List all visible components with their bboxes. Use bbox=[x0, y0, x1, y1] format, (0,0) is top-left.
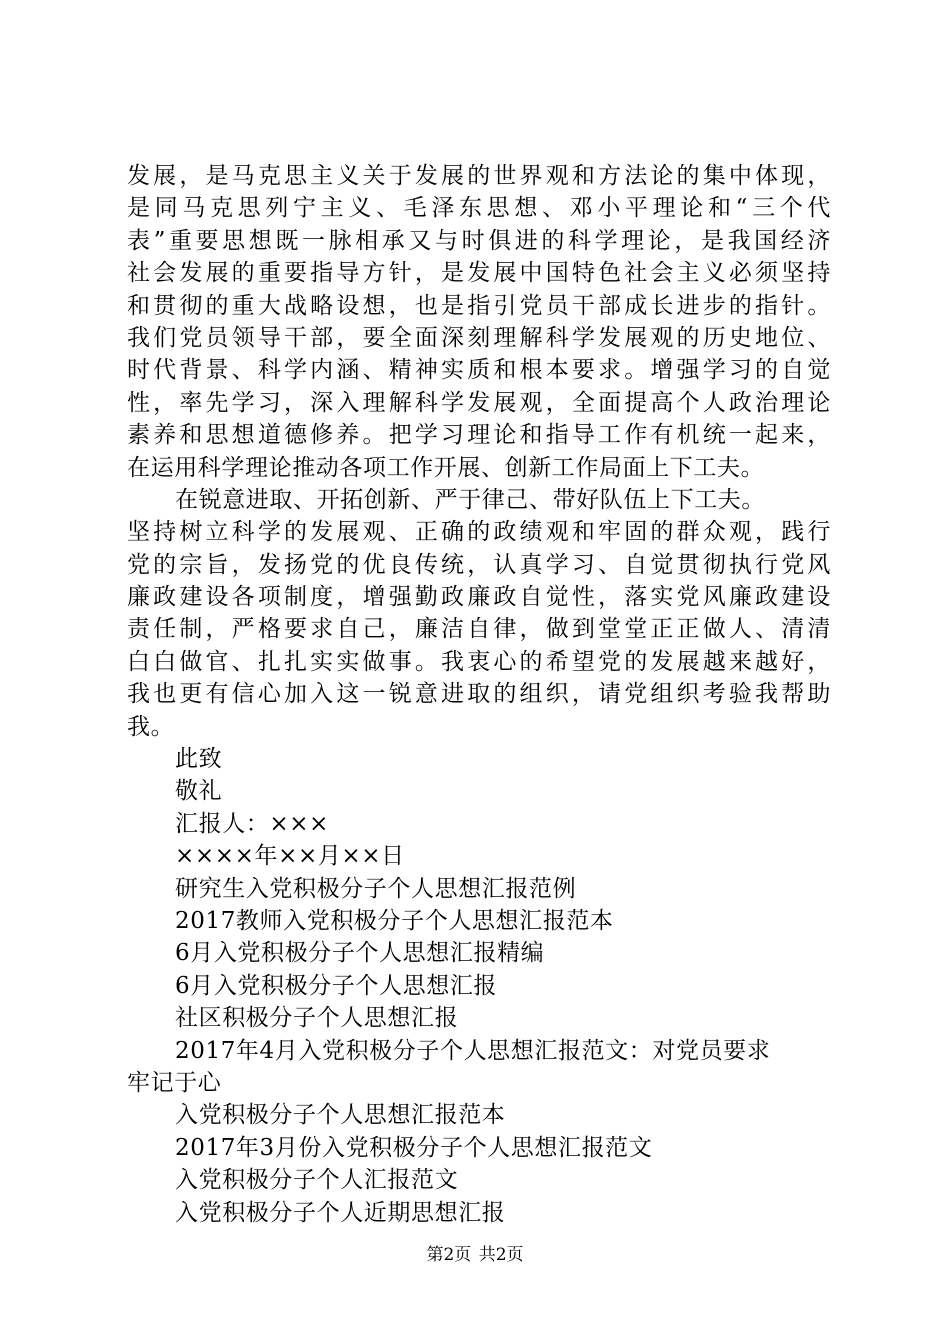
related-article-title-continued: 牢记于心 bbox=[127, 1069, 222, 1096]
paragraph-line: 社会发展的重要指导方针，是发展中国特色社会主义必须坚持 bbox=[127, 260, 831, 287]
related-article-title: 社区积极分子个人思想汇报 bbox=[175, 1005, 459, 1032]
paragraph-line: 我。 bbox=[127, 713, 175, 740]
page-total: 共2页 bbox=[478, 1245, 524, 1265]
paragraph-line: 性，率先学习，深入理解科学发展观，全面提高个人政治理论 bbox=[127, 389, 831, 416]
paragraph-line: 廉政建设各项制度，增强勤政廉政自觉性，落实党风廉政建设 bbox=[127, 584, 831, 611]
paragraph-line: 在锐意进取、开拓创新、严于律己、带好队伍上下工夫。 bbox=[175, 486, 765, 513]
related-article-title: 2017年4月入党积极分子个人思想汇报范文：对党员要求 bbox=[175, 1037, 771, 1064]
paragraph-line: 表”重要思想既一脉相承又与时俱进的科学理论，是我国经济 bbox=[127, 227, 831, 254]
paragraph-line: 白白做官、扎扎实实做事。我衷心的希望党的发展越来越好， bbox=[127, 648, 831, 675]
paragraph-line: 在运用科学理论推动各项工作开展、创新工作局面上下工夫。 bbox=[127, 454, 765, 481]
related-article-title: 入党积极分子个人思想汇报范本 bbox=[175, 1102, 506, 1129]
reporter-signature: 汇报人：××× bbox=[175, 810, 330, 837]
paragraph-line: 责任制，严格要求自己，廉洁自律，做到堂堂正正做人、清清 bbox=[127, 616, 831, 643]
closing-regards: 敬礼 bbox=[175, 778, 223, 805]
page-footer bbox=[0, 1244, 950, 1266]
paragraph-line: 素养和思想道德修养。把学习理论和指导工作有机统一起来， bbox=[127, 422, 831, 449]
paragraph-line: 时代背景、科学内涵、精神实质和根本要求。增强学习的自觉 bbox=[127, 357, 831, 384]
report-date: ××××年××月××日 bbox=[175, 843, 405, 870]
paragraph-line: 党的宗旨，发扬党的优良传统，认真学习、自觉贯彻执行党风 bbox=[127, 551, 831, 578]
paragraph-line: 我也更有信心加入这一锐意进取的组织，请党组织考验我帮助 bbox=[127, 681, 831, 708]
related-article-title: 研究生入党积极分子个人思想汇报范例 bbox=[175, 875, 577, 902]
related-article-title: 入党积极分子个人汇报范文 bbox=[175, 1167, 459, 1194]
page-number: 第2页 bbox=[426, 1245, 472, 1265]
related-article-title: 6月入党积极分子个人思想汇报精编 bbox=[175, 940, 545, 967]
related-article-title: 2017教师入党积极分子个人思想汇报范本 bbox=[175, 907, 614, 934]
related-article-title: 6月入党积极分子个人思想汇报 bbox=[175, 972, 498, 999]
closing-salutation: 此致 bbox=[175, 746, 223, 773]
paragraph-line: 是同马克思列宁主义、毛泽东思想、邓小平理论和“三个代 bbox=[127, 195, 831, 222]
related-article-title: 入党积极分子个人近期思想汇报 bbox=[175, 1199, 506, 1226]
paragraph-line: 和贯彻的重大战略设想，也是指引党员干部成长进步的指针。 bbox=[127, 292, 831, 319]
paragraph-line: 发展，是马克思主义关于发展的世界观和方法论的集中体现， bbox=[127, 163, 831, 189]
document-body bbox=[127, 160, 831, 1229]
paragraph-line: 坚持树立科学的发展观、正确的政绩观和牢固的群众观，践行 bbox=[127, 519, 831, 546]
paragraph-line: 我们党员领导干部，要全面深刻理解科学发展观的历史地位、 bbox=[127, 324, 831, 351]
related-article-title: 2017年3月份入党积极分子个人思想汇报范文 bbox=[175, 1134, 653, 1161]
